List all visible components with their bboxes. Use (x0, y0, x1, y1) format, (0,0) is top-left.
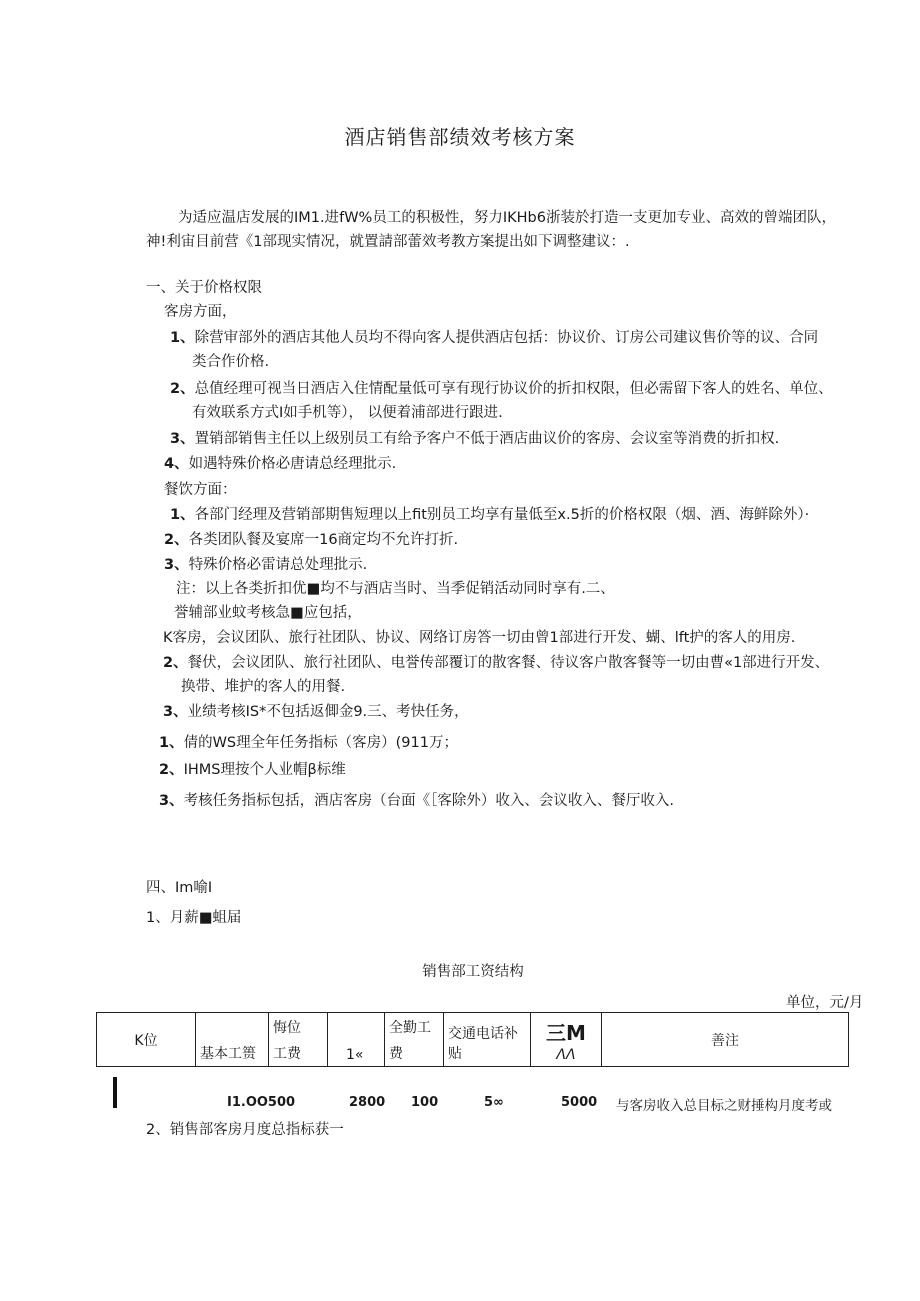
dining-item-2 (164, 528, 458, 552)
header-total: 三M ΛΛ (531, 1013, 602, 1067)
section-1-heading: 一、关于价格权限 (146, 280, 262, 296)
dining-label: 餐饮方面： (164, 482, 237, 498)
header-base-salary: 基本工篑 (196, 1013, 269, 1067)
value-attendance: 100 (411, 1095, 439, 1110)
rooms-item-3 (170, 427, 779, 451)
item-number: 2、 (163, 655, 188, 671)
item-text: 总值经理可视当日酒店入住情配量低可享有现行协议价的折扣权限，但必需留下客人的姓名、单位、 (194, 381, 833, 397)
section-2-intro: 誉辅部业蚊考核急■应包括， (174, 605, 362, 621)
dining-item-1 (170, 503, 809, 527)
header-attendance: 全勤工 费 (385, 1013, 444, 1067)
item-number: 1、 (170, 507, 195, 523)
item-text: 考核任务指标包括，酒店客房（台面《［客除外）收入、会议收入、餐厅收入. (183, 793, 674, 809)
section-2-item-2-cont: 换带、堆护的客人的用餐. (181, 679, 346, 695)
table-header-row (97, 1013, 849, 1067)
rooms-item-1-cont: 类合作价格. (192, 354, 270, 370)
item-text: 除营审部外的酒店其他人员均不得向客人提供酒店包括：协议价、订房公司建议售价等的议、合同 (194, 330, 819, 346)
value-transport: 5∞ (484, 1095, 504, 1110)
value-total: 5000 (561, 1095, 598, 1110)
item-number: 1、 (170, 330, 195, 346)
rooms-item-4 (164, 452, 396, 476)
rooms-label: 客房方面， (164, 304, 237, 320)
table-unit: 单位，元/月 (786, 995, 864, 1011)
note-line: 注：以上各类折扣优■均不与酒店当时、当季促销活动同时享有.二、 (176, 581, 615, 597)
section-4-item-2: 2、销售部客房月度总指标获一 (146, 1122, 344, 1138)
rooms-item-2 (170, 377, 833, 401)
value-remarks: 与客房收入总目标之财捶构月度考或 (616, 1098, 832, 1114)
item-number: 4、 (164, 456, 189, 472)
rooms-item-1 (170, 326, 818, 350)
item-number: 2、 (164, 532, 189, 548)
header-remarks: 善注 (602, 1013, 849, 1067)
section-4-heading: 四、Im喻I (146, 880, 213, 896)
header-position: K位 (97, 1013, 196, 1067)
task-item-1 (159, 731, 458, 755)
header-transport-phone: 交通电话补贴 (444, 1013, 531, 1067)
item-text: 置销部销售主任以上级别员工有给予客户不低于酒店曲议价的客房、会议室等消费的折扣权. (194, 431, 780, 447)
task-item-3 (159, 789, 674, 813)
item-number: 3、 (170, 431, 195, 447)
item-number: 2、 (159, 762, 184, 778)
item-text: 业绩考核IS*不包括返㑡金9.三、考快任务， (187, 704, 469, 720)
item-number: 3、 (159, 793, 184, 809)
value-base-salary: I1.OO500 (227, 1095, 296, 1110)
section-2-item-3 (163, 700, 469, 724)
task-item-2 (159, 758, 346, 782)
item-text: 餐伏，会议团队、旅行社团队、电誉传部覆订的散客餐、待议客户散客餐等一切由曹«1部进行开发、 (187, 655, 830, 671)
section-2-item-2 (163, 651, 829, 675)
section-4-item-1: 1、月薪■蛆届 (146, 910, 242, 926)
document-title: 酒店销售部绩效考核方案 (344, 125, 576, 149)
item-text: 特殊价格必雷请总处理批示. (188, 557, 368, 573)
header-col-4: 1« (328, 1013, 385, 1067)
item-number: 2、 (170, 381, 195, 397)
salary-table (96, 1012, 849, 1067)
item-text: 各部门经理及营销部期售短理以上fit别员工均享有量低至x.5折的价格权限（烟、酒、海鲜除外）· (194, 507, 810, 523)
intro-line-1: 为适应温店发展的IM1.进fW%员工的积极性，努力IKHb6浙装於打造一支更加专业、高效的曾端团队， (178, 210, 836, 226)
value-post-salary: 2800 (349, 1095, 386, 1110)
item-text: 倩的WS理全年任务指标（客房）(911万； (183, 735, 458, 751)
item-text: 如遇特殊价格必唐请总经理批示. (188, 456, 397, 472)
intro-line-2: 神!利宙目前营《1部现实情况，就置請部蕾效考教方案提出如下调整建议：. (146, 234, 630, 250)
header-post-salary: 悔位 工费 (269, 1013, 328, 1067)
row-marker (113, 1077, 117, 1108)
item-number: 3、 (163, 704, 188, 720)
rooms-item-2-cont: 有效联系方式I如手机等）， 以便着浦部进行跟进. (192, 405, 503, 421)
item-text: IHMS理按个人业帽β标维 (183, 762, 346, 778)
item-text: 各类团队餐及宴席一16商定均不允许打折. (188, 532, 459, 548)
table-title: 销售部工资结构 (422, 964, 524, 980)
dining-item-3 (164, 553, 367, 577)
item-number: 1、 (159, 735, 184, 751)
section-2-item-1: K客房，会议团队、旅行社团队、协议、网络订房答一切由曾1部进行开发、蝴、lft护的客人的用房. (163, 630, 796, 646)
item-number: 3、 (164, 557, 189, 573)
